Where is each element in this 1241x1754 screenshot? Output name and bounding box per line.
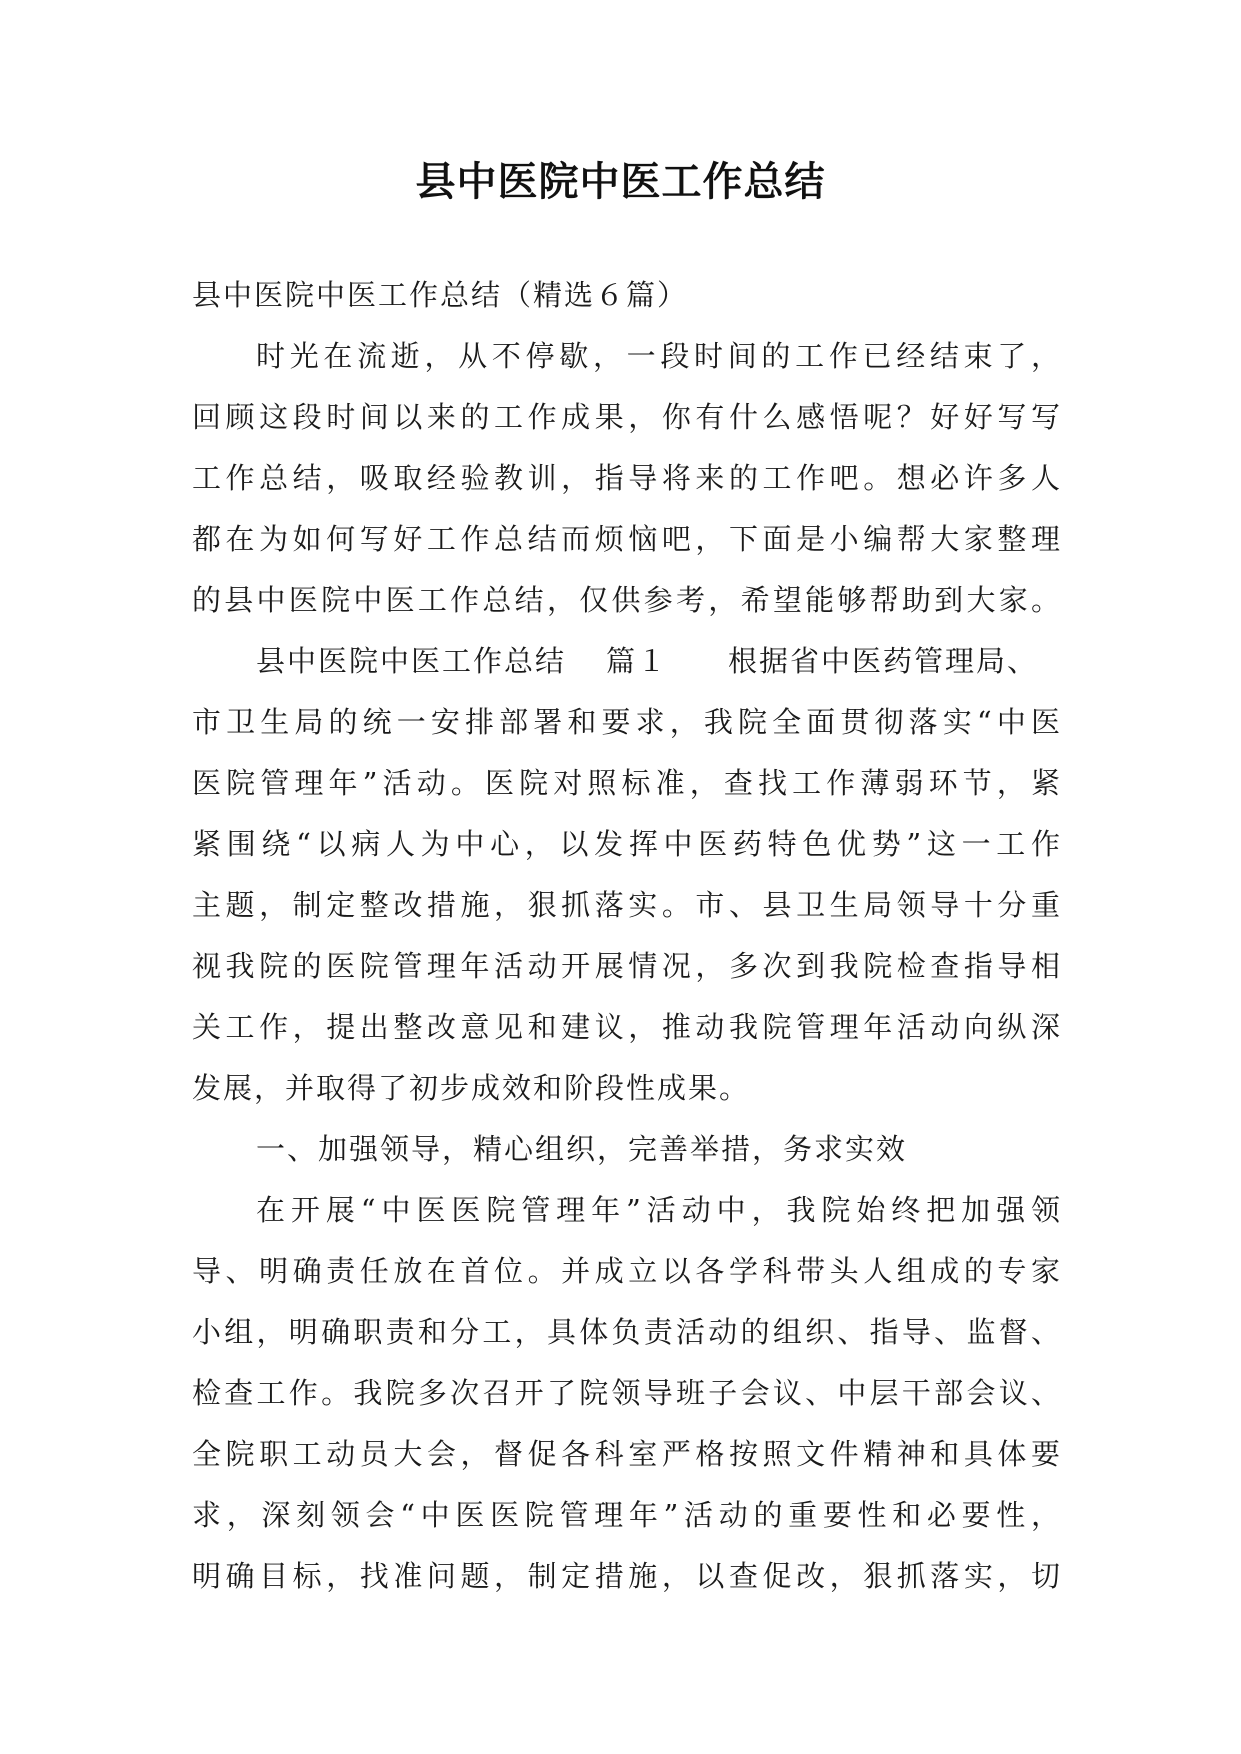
intro-line: 都在为如何写好工作总结而烦恼吧，下面是小编帮大家整理 <box>192 522 1062 556</box>
section1-line: 医院管理年”活动。医院对照标准，查找工作薄弱环节，紧 <box>192 766 1062 800</box>
section1-line: 关工作，提出整改意见和建议，推动我院管理年活动向纵深 <box>192 1010 1062 1044</box>
section1-heading-line <box>192 631 1062 692</box>
document-body <box>192 265 1062 1607</box>
section1-line: 紧围绕“以病人为中心，以发挥中医药特色优势”这一工作 <box>192 827 1062 861</box>
para2-line: 检查工作。我院多次召开了院领导班子会议、中层干部会议、 <box>192 1376 1062 1410</box>
para2-line: 全院职工动员大会，督促各科室严格按照文件精神和具体要 <box>192 1437 1062 1471</box>
intro-line: 工作总结，吸取经验教训，指导将来的工作吧。想必许多人 <box>192 461 1062 495</box>
para2-line: 在开展“中医医院管理年”活动中，我院始终把加强领 <box>256 1193 1062 1227</box>
section1-heading: 县中医院中医工作总结 <box>256 644 567 678</box>
para2-line: 求，深刻领会“中医医院管理年”活动的重要性和必要性， <box>192 1498 1062 1532</box>
document-title: 县中医院中医工作总结 <box>415 158 826 205</box>
heading-one: 一、加强领导，精心组织，完善举措，务求实效 <box>256 1132 908 1166</box>
intro-line: 的县中医院中医工作总结，仅供参考，希望能够帮助到大家。 <box>192 583 1062 617</box>
section1-number: 篇１ <box>606 644 669 678</box>
para2-line: 导、明确责任放在首位。并成立以各学科带头人组成的专家 <box>192 1254 1062 1288</box>
intro-line: 时光在流逝，从不停歇，一段时间的工作已经结束了， <box>256 339 1062 373</box>
section1-line: 市卫生局的统一安排部署和要求，我院全面贯彻落实“中医 <box>192 705 1062 739</box>
section1-line: 发展，并取得了初步成效和阶段性成果。 <box>192 1071 751 1105</box>
document-subtitle: 县中医院中医工作总结（精选６篇） <box>192 278 689 312</box>
section1-first-text: 根据省中医药管理局、 <box>728 644 1039 678</box>
para2-line: 明确目标，找准问题，制定措施，以查促改，狠抓落实，切 <box>192 1559 1062 1593</box>
section1-line: 视我院的医院管理年活动开展情况，多次到我院检查指导相 <box>192 949 1062 983</box>
para2-line: 小组，明确职责和分工，具体负责活动的组织、指导、监督、 <box>192 1315 1062 1349</box>
section1-line: 主题，制定整改措施，狠抓落实。市、县卫生局领导十分重 <box>192 888 1062 922</box>
intro-line: 回顾这段时间以来的工作成果，你有什么感悟呢？好好写写 <box>192 400 1062 434</box>
